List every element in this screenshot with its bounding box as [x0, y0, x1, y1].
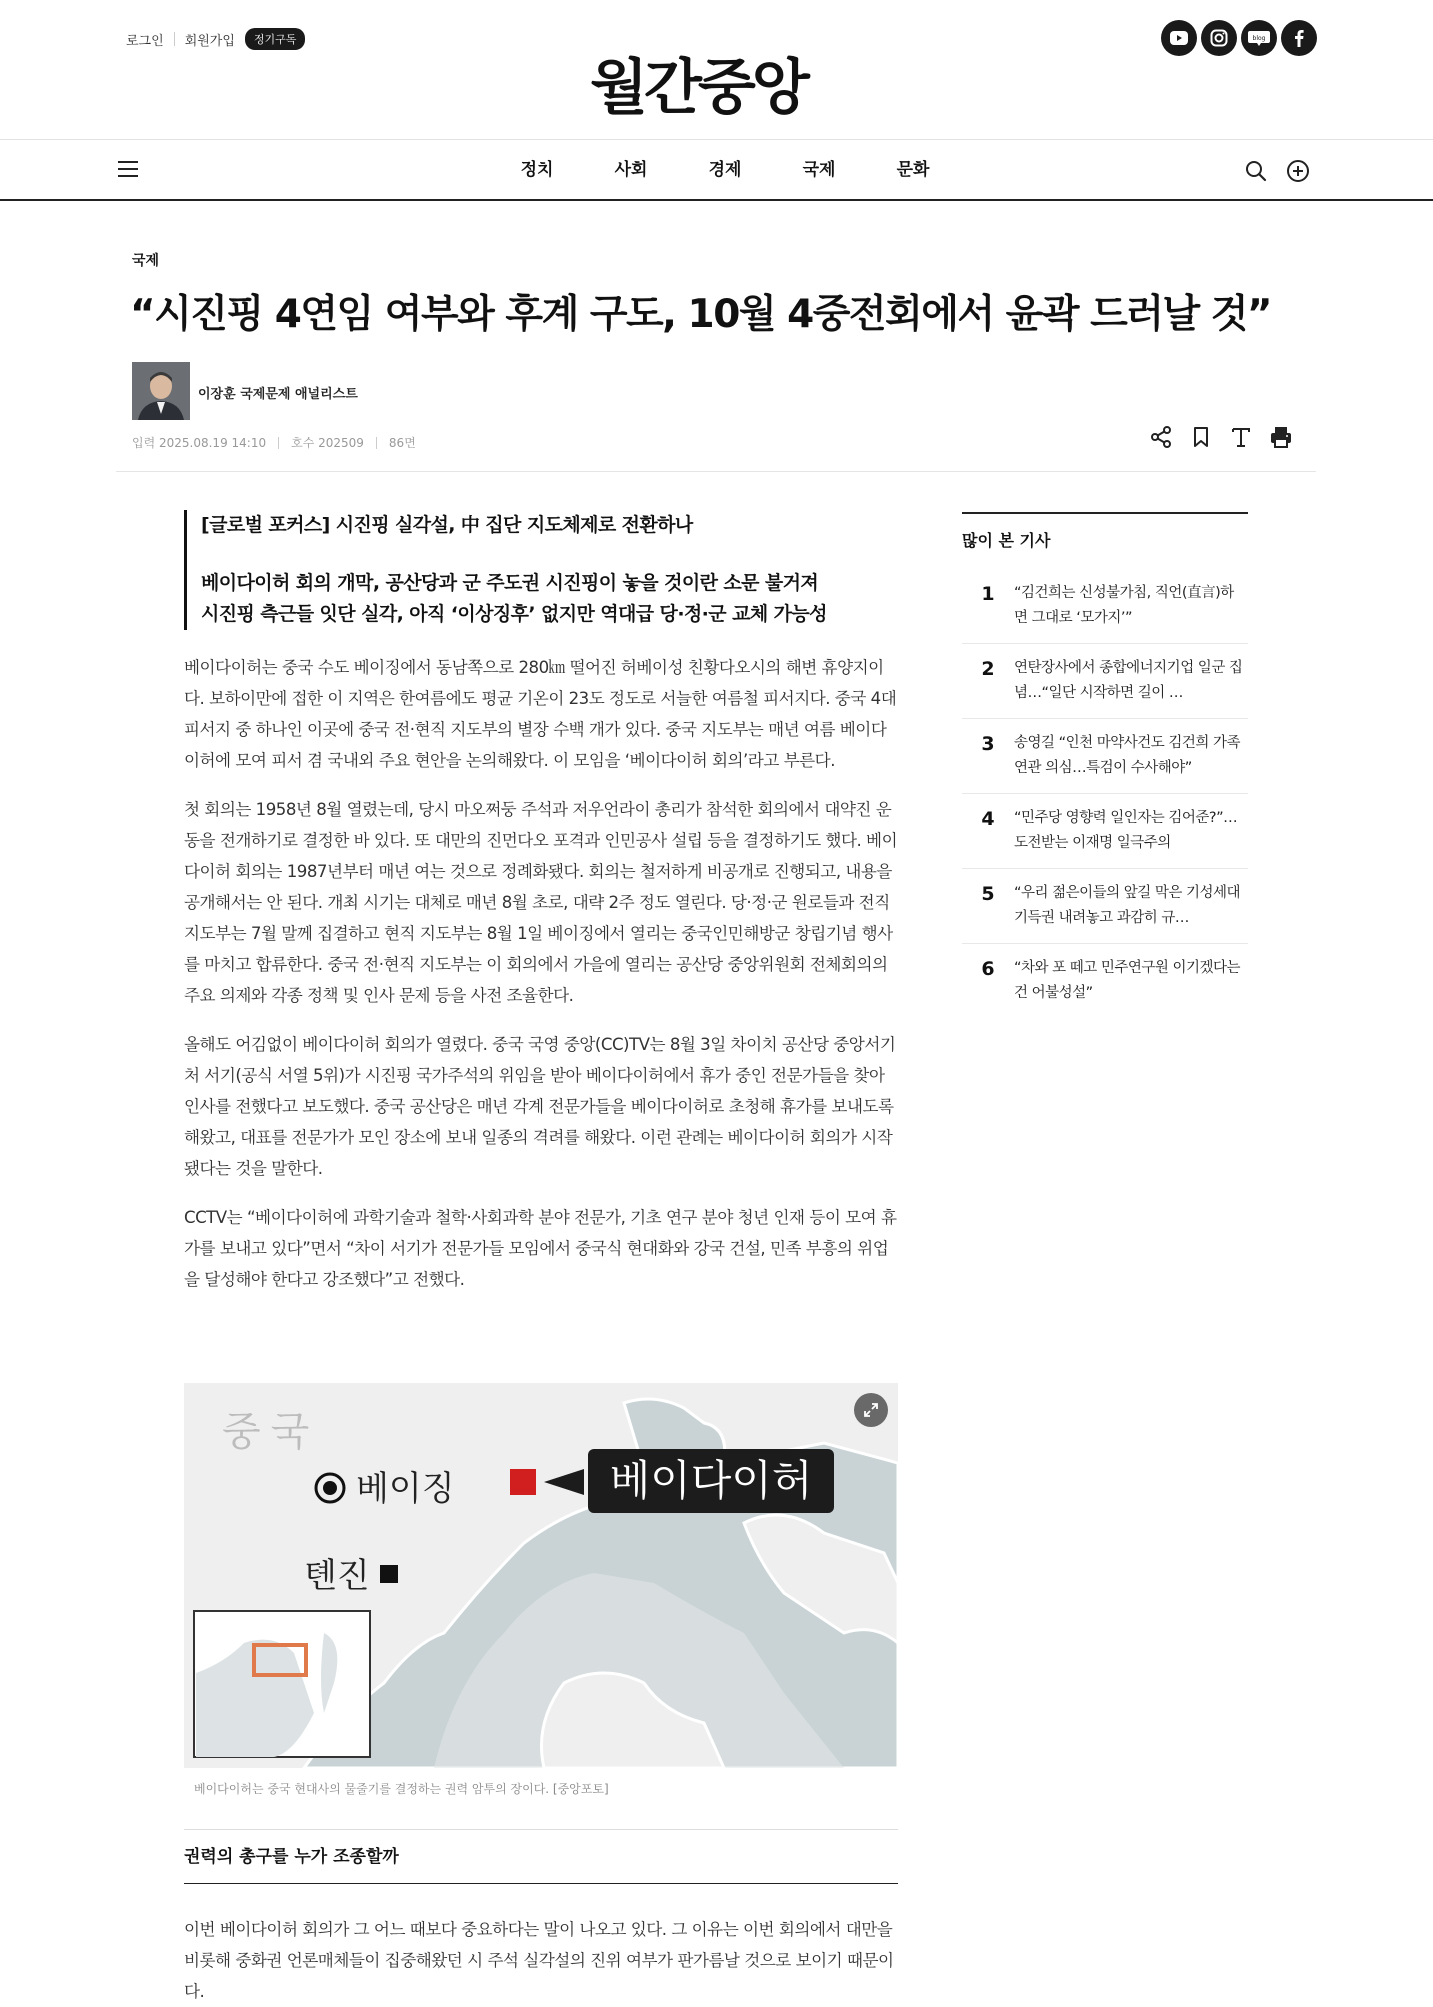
map-label-beidaihe: 베이다이허 [609, 1456, 813, 1505]
instagram-icon[interactable] [1201, 20, 1237, 56]
rank-number: 1 [981, 583, 995, 605]
publish-date: 입력 2025.08.19 14:10 [132, 436, 267, 450]
summary-line: [글로벌 포커스] 시진핑 실각설, 中 집단 지도체제로 전환하나 [201, 514, 693, 536]
print-icon[interactable] [1269, 425, 1293, 449]
section-subheading: 권력의 총구를 누가 조종할까 [184, 1829, 898, 1884]
rank-number: 5 [981, 883, 995, 905]
image-caption: 베이다이허는 중국 현대사의 물줄기를 결정하는 권력 암투의 장이다. [중앙포토] [194, 1782, 609, 1796]
map-illustration [184, 1383, 898, 1768]
most-viewed-sidebar [962, 512, 1248, 1019]
menu-icon[interactable] [118, 161, 138, 179]
nav-item-culture[interactable]: 문화 [896, 160, 930, 180]
summary-line: 베이다이허 회의 개막, 공산당과 군 주도권 시진핑이 놓을 것이란 소문 불거져 [201, 572, 819, 594]
issue-number: 호수 202509 [291, 436, 364, 450]
social-links [1161, 20, 1317, 56]
expand-icon[interactable] [854, 1393, 888, 1427]
rank-number: 4 [981, 808, 995, 830]
nav-item-economy[interactable]: 경제 [708, 160, 742, 180]
article-summary [184, 510, 898, 630]
rank-title: “차와 포 떼고 민주연구원 이기겠다는 건 어불성설” [1014, 960, 1241, 1001]
blog-icon[interactable] [1241, 20, 1277, 56]
map-label-tianjin: 톈진 [304, 1556, 370, 1596]
rank-title: “민주당 영향력 일인자는 김어준?”…도전받는 이재명 일극주의 [1014, 810, 1238, 851]
paragraph: CCTV는 “베이다이허에 과학기술과 철학·사회과학 분야 전문가, 기초 연구 분야 청년 인재 등이 모여 휴가를 보내고 있다”면서 “차이 서기가 전문가들 모임에서 중국식 현대화와 강국 건설, 민족 부흥의 위업을 달성해야 한다고 강조했다”고 전했다. [184, 1208, 897, 1289]
author-avatar [132, 362, 190, 420]
page-number: 86면 [388, 436, 416, 450]
article-tools [1149, 425, 1293, 449]
divider [278, 437, 279, 449]
rank-title: “우리 젊은이들의 앞길 막은 기성세대 기득권 내려놓고 과감히 규… [1014, 885, 1241, 926]
article-meta [132, 434, 416, 451]
logo-text: 월간중앙 [590, 53, 806, 123]
most-viewed-item[interactable] [962, 794, 1248, 869]
summary-line: 시진핑 측근들 잇단 실각, 아직 ‘이상징후’ 없지만 역대급 당·정·군 교체 가능성 [201, 603, 827, 625]
nav-item-international[interactable]: 국제 [802, 160, 836, 180]
tianjin-marker [380, 1565, 398, 1583]
article-paragraphs [184, 652, 898, 1295]
site-logo[interactable] [590, 50, 840, 122]
search-icon[interactable] [1244, 159, 1268, 183]
rank-number: 2 [981, 658, 995, 680]
article-map-image[interactable] [184, 1383, 898, 1768]
article-body [184, 510, 898, 1295]
paragraph: 이번 베이다이허 회의가 그 어느 때보다 중요하다는 말이 나오고 있다. 그 이유는 이번 회의에서 대만을 비롯해 중화권 언론매체들이 집중해왔던 시 주석 실각설의 진위 여부가 판가름날 것으로 보이기 때문이다. [184, 1920, 894, 2001]
signup-link[interactable]: 회원가입 [184, 33, 235, 49]
nav-menu [490, 141, 960, 199]
rank-number: 6 [981, 958, 995, 980]
author-name[interactable]: 이장훈 국제문제 애널리스트 [198, 387, 358, 402]
subscribe-button[interactable]: 정기구독 [245, 28, 306, 50]
paragraph: 베이다이허는 중국 수도 베이징에서 동남쪽으로 280㎞ 떨어진 허베이성 친황다오시의 해변 휴양지이다. 보하이만에 접한 이 지역은 한여름에도 평균 기온이 23도 정도로 서늘한 여름철 피서지다. 중국 4대 피서지 중 하나인 이곳에 중국 전·현직 지도부의 별장 수백 개가 있다. 중국 지도부는 매년 여름 베이다이허에 모여 피서 겸 국내외 주요 현안을 논의해왔다. 이 모임을 ‘베이다이허 회의’라고 부른다. [184, 658, 897, 770]
header-divider [116, 471, 1316, 472]
paragraph: 올해도 어김없이 베이다이허 회의가 열렸다. 중국 국영 중앙(CC)TV는 8월 3일 차이치 공산당 중앙서기처 서기(공식 서열 5위)가 시진핑 국가주석의 위임을 받아 베이다이허에서 휴가 중인 전문가들을 찾아 인사를 전했다고 보도했다. 중국 공산당은 매년 각계 전문가들을 베이다이허로 초청해 휴가를 보내도록 해왔고, 대표를 전문가가 모인 장소에 보내 일종의 격려를 해왔다. 이런 관례는 베이다이허 회의가 시작됐다는 것을 말한다. [184, 1035, 896, 1178]
share-icon[interactable] [1149, 425, 1173, 449]
youtube-icon[interactable] [1161, 20, 1197, 56]
most-viewed-item[interactable] [962, 644, 1248, 719]
facebook-icon[interactable] [1281, 20, 1317, 56]
nav-item-politics[interactable]: 정치 [520, 160, 554, 180]
main-nav [0, 141, 1433, 201]
bookmark-icon[interactable] [1189, 425, 1213, 449]
divider [376, 437, 377, 449]
nav-item-society[interactable]: 사회 [614, 160, 648, 180]
add-circle-icon[interactable] [1286, 159, 1310, 183]
rank-title: 송영길 “인천 마약사건도 김건희 가족 연관 의심…특검이 수사해야” [1014, 735, 1241, 776]
most-viewed-item[interactable] [962, 944, 1248, 1019]
article-headline: “시진핑 4연임 여부와 후계 구도, 10월 4중전회에서 윤곽 드러날 것” [130, 292, 1271, 337]
rank-title: 연탄장사에서 종합에너지기업 일군 집념…“일단 시작하면 길이 … [1014, 660, 1243, 701]
most-viewed-item[interactable] [962, 569, 1248, 644]
most-viewed-item[interactable] [962, 719, 1248, 794]
map-label-china: 중국 [222, 1409, 320, 1455]
article-category[interactable]: 국제 [132, 253, 160, 269]
login-link[interactable]: 로그인 [126, 33, 164, 49]
rank-number: 3 [981, 733, 995, 755]
rank-title: “김건희는 신성불가침, 직언(直言)하면 그대로 ‘모가지’” [1014, 585, 1234, 626]
blog-icon-label: blog [1252, 35, 1266, 42]
beidaihe-marker [510, 1469, 536, 1495]
map-label-beijing: 베이징 [356, 1469, 455, 1509]
font-size-icon[interactable] [1229, 425, 1253, 449]
paragraph: 첫 회의는 1958년 8월 열렸는데, 당시 마오쩌둥 주석과 저우언라이 총리가 참석한 회의에서 대약진 운동을 전개하기로 결정한 바 있다. 또 대만의 진먼다오 포격과 인민공사 설립 등을 결정하기도 했다. 베이다이허 회의는 1987년부터 매년 여는 것으로 정례화됐다. 회의는 철저하게 비공개로 진행되고, 내용을 공개해서는 안 된다. 개최 시기는 대체로 매년 8월 초로, 대략 2주 정도 열린다. 당·정·군 원로들과 전직 지도부는 7월 말께 집결하고 현직 지도부는 8월 1일 베이징에서 열리는 중국인민해방군 창립기념 행사를 마치고 합류한다. 중국 전·현직 지도부는 이 회의에서 가을에 열리는 공산당 중앙위원회 전체회의의 주요 의제와 각종 정책 및 인사 문제 등을 사전 조율한다. [184, 800, 898, 1005]
logo-mark [590, 50, 840, 122]
sidebar-title: 많이 본 기사 [962, 531, 1051, 550]
auth-links [126, 28, 305, 50]
divider [174, 32, 175, 46]
most-viewed-item[interactable] [962, 869, 1248, 944]
top-bar [0, 0, 1433, 140]
